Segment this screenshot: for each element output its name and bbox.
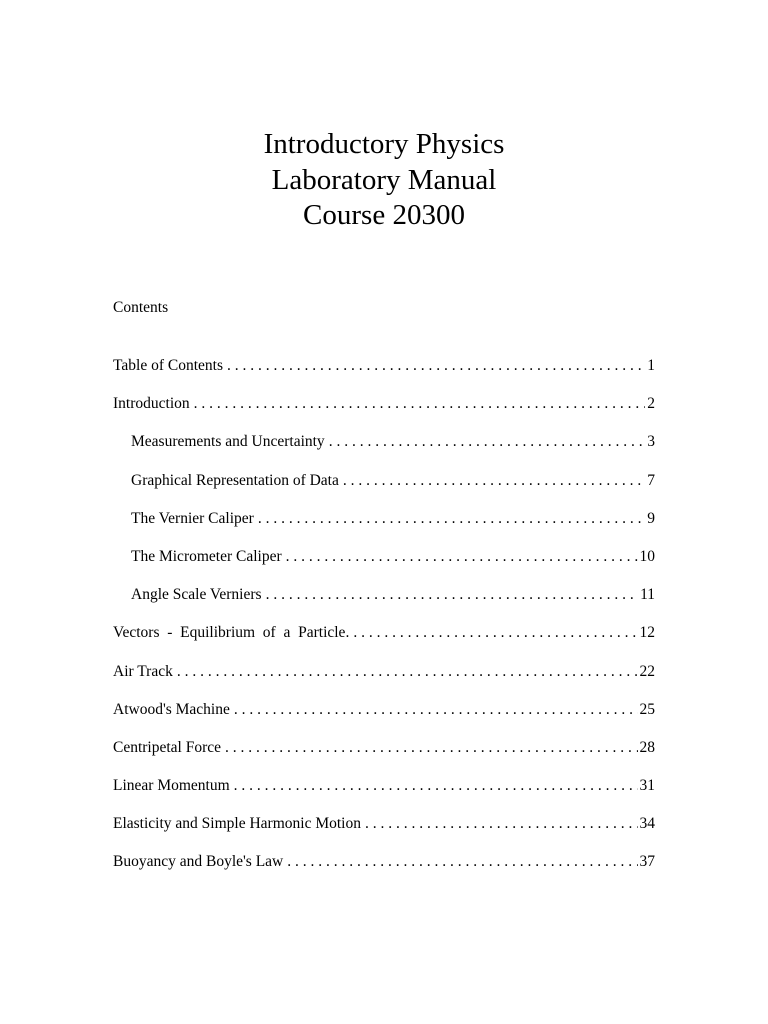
toc-entry-page: 1 [647,357,655,374]
toc-entry-title: Measurements and Uncertainty [131,433,325,451]
toc-entry-air-track [113,662,655,700]
toc-dot-leader [225,738,637,758]
toc-entry-page: 10 [639,547,655,565]
toc-dot-leader [343,471,645,491]
toc-entry-angle-scale-verniers [113,585,655,623]
toc-entry-page: 34 [639,815,655,833]
toc-entry-page: 11 [640,586,655,604]
toc-dot-leader [286,547,638,567]
toc-entry-title: Graphical Representation of Data [131,471,339,489]
toc-entry-page: 7 [647,471,655,489]
toc-entry-title: Atwood's Machine [113,700,230,718]
toc-entry-title: Centripetal Force [113,738,222,756]
toc-dot-leader [329,432,646,452]
toc-entry-measurements-and-uncertainty [113,432,655,470]
toc-entry-page: 28 [639,738,655,756]
toc-dot-leader [234,700,638,720]
toc-entry-title: The Micrometer Caliper [131,547,282,565]
toc-dot-leader [365,814,638,834]
toc-entry-table-of-contents [113,356,655,394]
title-line-3: Course 20300 [303,199,465,231]
toc-entry-title: Introduction [113,395,190,413]
toc-entry-graphical-representation [113,471,655,509]
toc-entry-page: 25 [639,700,655,718]
toc-entry-atwoods-machine [113,700,655,738]
toc-entry-title: Linear Momentum [113,777,230,795]
toc-dot-leader [177,662,638,682]
toc-entry-introduction [113,394,655,432]
toc-entry-centripetal-force [113,738,655,776]
title-line-1: Introductory Physics [263,128,505,160]
title-line-2: Laboratory Manual [271,163,497,196]
contents-heading: Contents [113,299,169,316]
toc-dot-leader [234,776,638,796]
toc-entry-micrometer-caliper [113,547,655,585]
table-of-contents [113,356,655,891]
toc-entry-title: Vectors - Equilibrium of a Particle. [113,624,350,642]
toc-entry-linear-momentum [113,776,655,814]
toc-entry-title: Angle Scale Verniers [131,586,262,604]
toc-entry-page: 31 [639,777,655,795]
toc-entry-title: Table of Contents [113,357,223,374]
toc-entry-page: 3 [647,433,655,451]
toc-entry-page: 37 [639,853,655,871]
toc-entry-page: 22 [639,662,655,680]
toc-dot-leader [353,623,637,643]
toc-entry-vernier-caliper [113,509,655,547]
toc-entry-elasticity-shm [113,814,655,852]
toc-entry-title: Air Track [113,662,173,680]
toc-dot-leader [266,585,639,605]
toc-dot-leader [258,509,645,529]
toc-entry-page: 9 [647,509,655,527]
toc-entry-page: 12 [639,624,655,642]
toc-entry-buoyancy-boyles-law [113,852,655,890]
toc-entry-page: 2 [647,395,655,413]
toc-dot-leader [194,394,646,414]
toc-entry-title: The Vernier Caliper [131,509,254,527]
toc-entry-vectors-equilibrium [113,623,655,661]
document-title [0,127,768,234]
toc-dot-leader [287,852,637,872]
toc-entry-title: Elasticity and Simple Harmonic Motion [113,815,361,833]
toc-entry-title: Buoyancy and Boyle's Law [113,853,284,871]
toc-dot-leader [227,356,645,376]
